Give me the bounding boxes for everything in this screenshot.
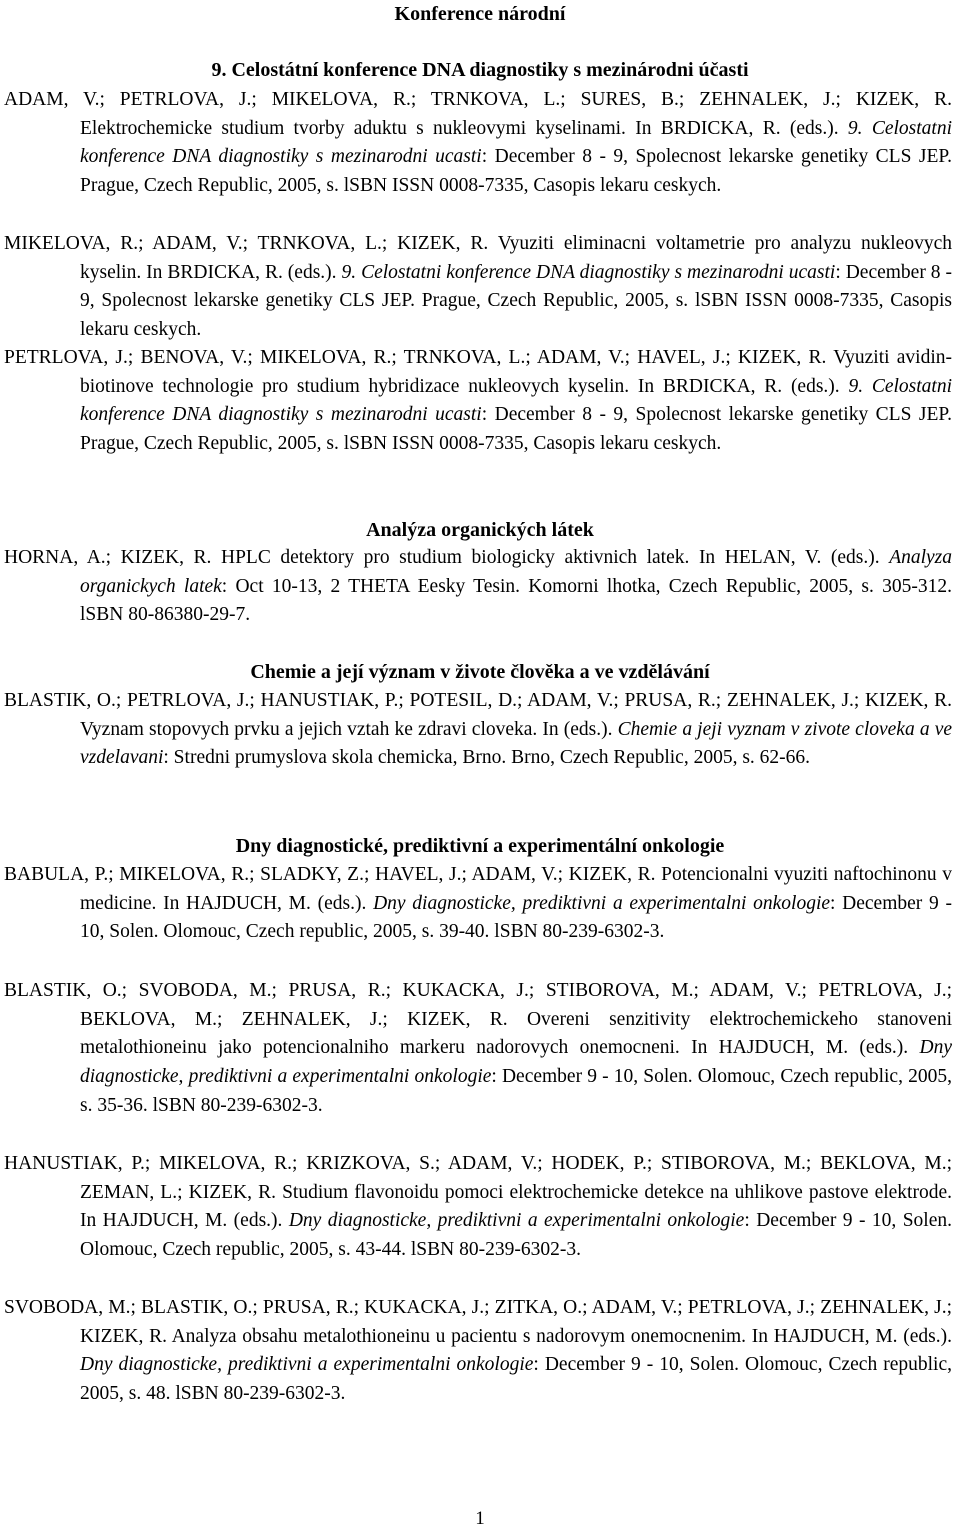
- reference-entry: [4, 544, 952, 630]
- reference-entry: [4, 1150, 952, 1265]
- entry-title: Vyuziti avidin-biotinove technologie pro studium hybridizace nukleovych kyselin. In BRDICKA, R. (eds.).: [80, 347, 952, 397]
- entry-authors: MIKELOVA, R.; ADAM, V.; TRNKOVA, L.; KIZEK, R.: [4, 233, 489, 254]
- entry-proceedings: Dny diagnosticke, prediktivni a experimentalni onkologie: [80, 1354, 534, 1376]
- entry-details: : December 8 - 9, Spolecnost lekarske genetiky CLS JEP. Prague, Czech Republic, 2005, s. lSBN ISSN 0008-7335, Casopis lekaru ceskych.: [80, 404, 952, 455]
- page-title: Konference národní: [394, 3, 566, 25]
- entry-authors: BLASTIK, O.; PETRLOVA, J.; HANUSTIAK, P.; POTESIL, D.; ADAM, V.; PRUSA, R.; ZEHNALEK, J.; KIZEK, R.: [4, 690, 952, 711]
- entry-authors: SVOBODA, M.; BLASTIK, O.; PRUSA, R.; KUKACKA, J.; ZITKA, O.; ADAM, V.; PETRLOVA, J.; ZEHNALEK, J.; KIZEK, R.: [4, 1297, 952, 1347]
- entry-proceedings: 9. Celostatni konference DNA diagnostiky s mezinarodni ucasti: [80, 375, 952, 426]
- section-heading: Dny diagnostické, prediktivní a experimentální onkologie: [235, 835, 725, 857]
- entry-title: Elektrochemicke studium tvorby aduktu s nukleovymi kyselinami. In BRDICKA, R. (eds.).: [80, 117, 848, 139]
- reference-entry: [4, 1294, 952, 1409]
- entry-authors: PETRLOVA, J.; BENOVA, V.; MIKELOVA, R.; TRNKOVA, L.; ADAM, V.; HAVEL, J.; KIZEK, R.: [4, 347, 827, 368]
- section-heading: 9. Celostátní konference DNA diagnostiky s mezinárodni účasti: [211, 59, 749, 81]
- entry-details: : December 8 - 9, Spolecnost lekarske genetiky CLS JEP. Prague, Czech Republic, 2005, s. lSBN ISSN 0008-7335, Casopis lekaru ceskych.: [80, 146, 952, 197]
- entry-authors: BABULA, P.; MIKELOVA, R.; SLADKY, Z.; HAVEL, J.; ADAM, V.; KIZEK, R.: [4, 864, 656, 885]
- reference-entry: [4, 230, 952, 345]
- entry-title: Analyza obsahu metalothioneinu u pacientu s nadorovym onemocnenim. In HAJDUCH, M. (eds.).: [171, 1325, 952, 1347]
- reference-entry: [4, 86, 952, 201]
- entry-details: : December 9 - 10, Solen. Olomouc, Czech republic, 2005, s. 43-44. lSBN 80-239-6302-3.: [80, 1210, 952, 1261]
- reference-entry: [4, 977, 952, 1121]
- entry-title: Vyuziti eliminacni voltametrie pro analyzu nukleovych kyselin. In BRDICKA, R. (eds.).: [80, 233, 952, 283]
- entry-title: Vyznam stopovych prvku a jejich vztah ke zdravi cloveka. In (eds.).: [80, 718, 618, 740]
- entry-details: : December 9 - 10, Solen. Olomouc, Czech republic, 2005, s. 39-40. lSBN 80-239-6302-3.: [80, 892, 952, 943]
- section-heading: Chemie a její význam v živote člověka a ve vzdělávání: [250, 661, 710, 683]
- entry-details: : December 9 - 10, Solen. Olomouc, Czech republic, 2005, s. 48. lSBN 80-239-6302-3.: [80, 1354, 952, 1405]
- page-number: 1: [475, 1508, 485, 1529]
- entry-authors: HORNA, A.; KIZEK, R.: [4, 547, 212, 568]
- entry-title: Overeni senzitivity elektrochemickeho stanoveni metalothioneinu jako potencionalniho markeru nadorovych onemocneni. In HAJDUCH, M. (eds.).: [80, 1008, 953, 1059]
- entry-proceedings: 9. Celostatni konference DNA diagnostiky s mezinarodni ucasti: [80, 117, 953, 168]
- entry-details: : December 9 - 10, Solen. Olomouc, Czech republic, 2005, s. 35-36. lSBN 80-239-6302-3.: [80, 1066, 952, 1116]
- entry-title: HPLC detektory pro studium biologicky aktivnich latek. In HELAN, V. (eds.).: [220, 547, 890, 568]
- reference-entry: [4, 687, 952, 773]
- entry-authors: BLASTIK, O.; SVOBODA, M.; PRUSA, R.; KUKACKA, J.; STIBOROVA, M.; ADAM, V.; PETRLOVA, J.; BEKLOVA, M.; ZEHNALEK, J.; KIZEK, R.: [4, 980, 952, 1030]
- entry-proceedings: 9. Celostatni konference DNA diagnostiky s mezinarodni ucasti: [341, 261, 836, 283]
- entry-title: Studium flavonoidu pomoci elektrochemicke detekce na uhlikove pastove elektrode. In HAJDUCH, M. (eds.).: [80, 1181, 952, 1232]
- entry-proceedings: Analyza organickych latek: [80, 547, 953, 597]
- entry-authors: ADAM, V.; PETRLOVA, J.; MIKELOVA, R.; TRNKOVA, L.; SURES, B.; ZEHNALEK, J.; KIZEK, R.: [4, 89, 952, 110]
- section-heading: Analýza organických látek: [366, 519, 594, 541]
- reference-entry: [4, 344, 952, 459]
- entry-proceedings: Dny diagnosticke, prediktivni a experimentalni onkologie: [373, 892, 831, 914]
- entry-details: : December 8 - 9, Spolecnost lekarske genetiky CLS JEP. Prague, Czech Republic, 2005, s. lSBN ISSN 0008-7335, Casopis lekaru ceskych.: [80, 261, 952, 341]
- entry-proceedings: Dny diagnosticke, prediktivni a experimentalni onkologie: [80, 1037, 952, 1088]
- entry-details: : Oct 10-13, 2 THETA Eesky Tesin. Komorni lhotka, Czech Republic, 2005, s. 305-312. lSBN 80-86380-29-7.: [80, 575, 952, 626]
- reference-entry: [4, 861, 952, 947]
- entry-proceedings: Chemie a jeji vyznam v zivote cloveka a ve vzdelavani: [80, 718, 953, 769]
- entry-authors: HANUSTIAK, P.; MIKELOVA, R.; KRIZKOVA, S.; ADAM, V.; HODEK, P.; STIBOROVA, M.; BEKLOVA, M.; ZEMAN, L.; KIZEK, R.: [4, 1153, 952, 1203]
- entry-title: Potencionalni vyuziti naftochinonu v medicine. In HAJDUCH, M. (eds.).: [80, 864, 953, 914]
- entry-proceedings: Dny diagnosticke, prediktivni a experimentalni onkologie: [288, 1210, 745, 1232]
- entry-details: : Stredni prumyslova skola chemicka, Brno. Brno, Czech Republic, 2005, s. 62-66.: [163, 747, 811, 769]
